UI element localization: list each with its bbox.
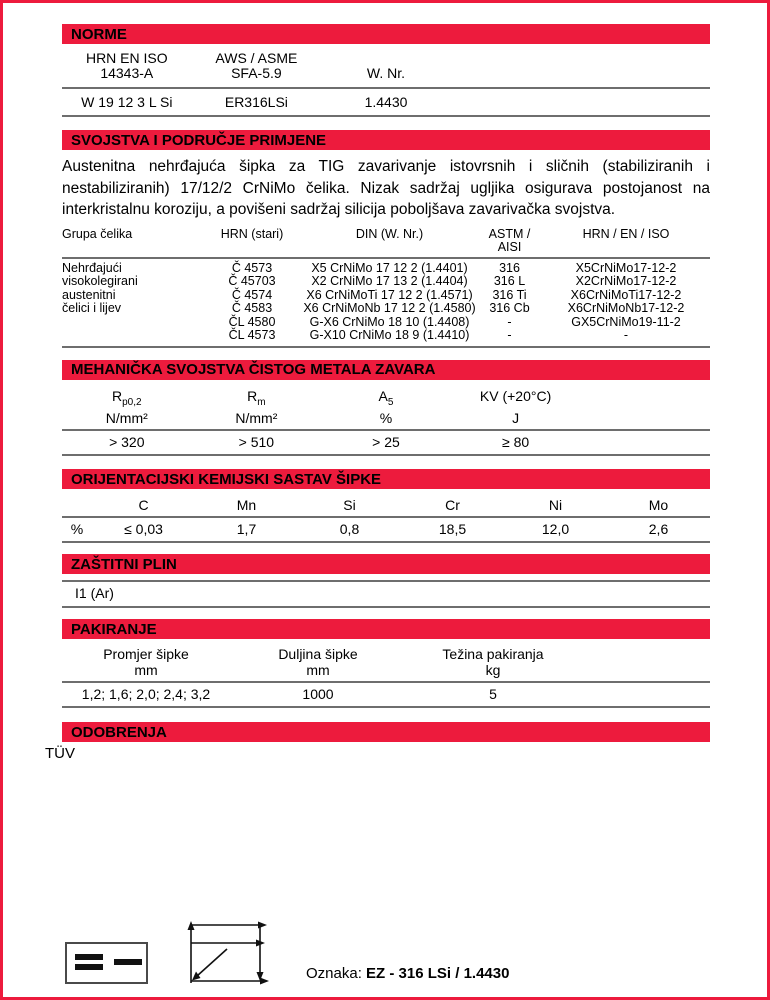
pak-value-diameter: 1,2; 1,6; 2,0; 2,4; 3,2 [81, 686, 211, 703]
pak-col-weight: Težina pakiranja kg [442, 646, 544, 679]
welding-position-diagram-icon [187, 917, 271, 990]
element-value: 1,7 [236, 521, 257, 538]
section-header-svojstva [62, 130, 710, 150]
mech-value: > 25 [372, 434, 400, 451]
section-header-pakiranje [62, 619, 710, 639]
element-label: Si [343, 497, 356, 514]
section-title: SVOJSTVA I PODRUČJE PRIMJENE [71, 131, 327, 149]
section-title: ORIJENTACIJSKI KEMIJSKI SASTAV ŠIPKE [71, 470, 382, 488]
mechanical-table-header [62, 388, 710, 430]
section-header-odobrenja [62, 722, 710, 742]
mech-col-kv: KV (+20°C) J [479, 387, 552, 427]
shielding-gas-value: I1 (Ar) [75, 585, 114, 602]
mech-value: > 320 [109, 434, 145, 451]
mech-value: > 510 [238, 434, 275, 451]
table-cell: X5CrNiMo17-12-2 [575, 260, 677, 275]
table-cell: Č 45703 [228, 274, 276, 288]
element-label: Mo [648, 497, 669, 514]
element-value: 18,5 [438, 521, 467, 538]
pak-value-length: 1000 [302, 686, 334, 703]
mech-col-a5: $A_5$ % [378, 387, 394, 427]
element-value: ≤ 0,03 [124, 521, 163, 538]
element-label: C [138, 497, 149, 514]
norme-value-aws: ER316LSi [224, 94, 288, 110]
section-header-norme [62, 24, 710, 44]
norme-value-wnr: 1.4430 [364, 94, 408, 110]
element-value: 0,8 [339, 521, 360, 538]
table-cell [62, 316, 202, 330]
packaging-values-row [62, 683, 710, 706]
table-cell [62, 329, 202, 343]
table-cell: - [623, 328, 629, 342]
table-cell: 316 L [493, 274, 526, 288]
norme-values-row [62, 89, 710, 115]
table-cell: ČL 4573 [228, 328, 276, 342]
table-cell: G-X10 CrNiMo 18 9 (1.4410) [309, 328, 470, 342]
table-cell: G-X6 CrNiMo 18 10 (1.4408) [309, 314, 470, 329]
table-cell: Č 4583 [231, 301, 273, 315]
section-title: ODOBRENJA [71, 723, 167, 741]
table-cell: X6 CrNiMoNb 17 12 2 (1.4580) [303, 301, 476, 315]
table-cell: Nehrđajući [62, 260, 122, 275]
element-value: 2,6 [648, 521, 669, 538]
section-title: PAKIRANJE [71, 620, 157, 638]
chemical-values-row [62, 518, 710, 541]
norme-col-hrn: HRN EN ISO 14343-A [85, 50, 168, 81]
divider [62, 346, 710, 348]
divider [62, 115, 710, 117]
element-value: 12,0 [541, 521, 570, 538]
designation-label: Oznaka: [306, 965, 362, 982]
table-cell: X5 CrNiMo 17 12 2 (1.4401) [311, 260, 468, 275]
norme-table-header [62, 51, 710, 87]
description-paragraph: Austenitna nehrđajuća šipka za TIG zavarivanje istovrsnih i sličnih (stabiliziranih i nestabiliziranih) 17/12/2 CrNiMo čelika. Nizak sadržaj ugljika osigurava postojanost na interkristalnu koroziju, a povišeni sadržaj silicija poboljšava zavarivačka svojstva. [62, 158, 710, 218]
element-label: Ni [548, 497, 563, 514]
chemical-table-header [62, 497, 710, 516]
section-title: NORME [71, 25, 127, 43]
mech-col-rp02: $R_{p0,2}$ N/mm² [105, 387, 148, 427]
rod-bar [114, 959, 142, 965]
table-cell: Č 4573 [231, 260, 273, 275]
steel-table-header: Grupa čelika HRN (stari) DIN (W. Nr.) ASTM / AISI HRN / EN / ISO [62, 226, 670, 254]
approval-value: TÜV [45, 745, 75, 763]
section-title: ZAŠTITNI PLIN [71, 555, 177, 573]
table-cell: 316 Ti [492, 287, 527, 302]
norme-col-wnr: W. Nr. [366, 65, 406, 81]
rod-label-icon [65, 942, 148, 984]
pak-col-diameter: Promjer šipke mm [103, 646, 189, 679]
rod-bar [75, 954, 103, 960]
pak-col-length: Duljina šipke mm [278, 646, 358, 679]
norme-col-aws: AWS / ASME SFA-5.9 [215, 50, 298, 81]
row-label: % [70, 521, 84, 538]
table-cell: GX5CrNiMo19-11-2 [571, 314, 681, 329]
section-header-kemijski [62, 469, 710, 489]
mechanical-values-row [62, 431, 710, 454]
divider [62, 706, 710, 708]
divider [62, 606, 710, 608]
section-header-mehanicka [62, 360, 710, 380]
mech-col-rm: $R_m$ N/mm² [235, 387, 278, 427]
table-cell: X2 CrNiMo 17 13 2 (1.4404) [311, 274, 468, 288]
table-cell: Č 4574 [231, 287, 273, 302]
pak-value-weight: 5 [489, 686, 497, 703]
table-cell: 316 Cb [489, 301, 530, 315]
steel-table-body [62, 259, 710, 346]
table-cell: X2CrNiMo17-12-2 [575, 274, 677, 288]
table-cell: austenitni [62, 287, 116, 302]
table-cell: visokolegirani [62, 274, 138, 288]
divider [62, 454, 710, 456]
designation-line [306, 966, 509, 982]
table-cell: 316 [499, 260, 520, 275]
table-cell: ČL 4580 [228, 314, 276, 329]
section-header-plin [62, 554, 710, 574]
element-label: Mn [236, 497, 257, 514]
datasheet-content [45, 24, 710, 763]
divider [62, 541, 710, 543]
table-cell: X6CrNiMoTi17-12-2 [570, 287, 682, 302]
designation-value: EZ - 316 LSi / 1.4430 [366, 965, 510, 982]
table-cell: - [507, 328, 512, 342]
table-cell: - [507, 314, 512, 329]
norme-value-hrn: W 19 12 3 L Si [81, 94, 173, 110]
table-cell: čelici i lijev [62, 301, 122, 315]
rod-bar [75, 964, 103, 970]
mech-value: ≥ 80 [502, 434, 530, 451]
element-label: Cr [445, 497, 460, 514]
packaging-table-header [62, 646, 710, 681]
table-cell: X6CrNiMoNb17-12-2 [567, 301, 685, 315]
section-title: MEHANIČKA SVOJSTVA ČISTOG METALA ZAVARA [71, 361, 436, 378]
table-cell: X6 CrNiMoTi 17 12 2 (1.4571) [306, 287, 473, 302]
